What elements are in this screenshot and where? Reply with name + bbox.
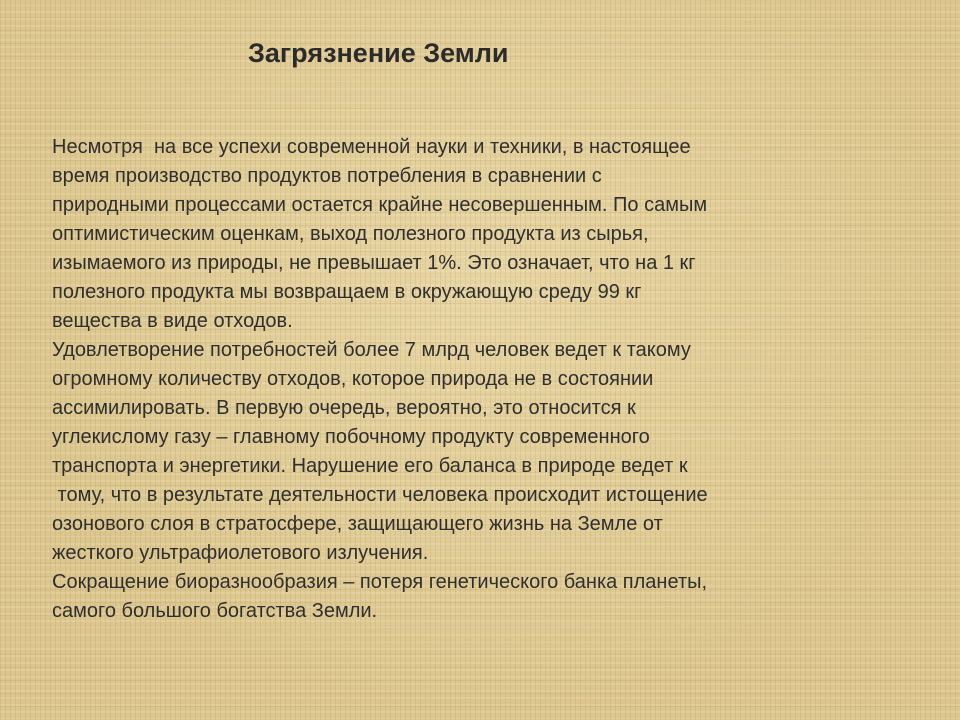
slide-title: Загрязнение Земли	[248, 38, 509, 68]
body-line: тому, что в результате деятельности человека происходит истощение	[52, 484, 708, 506]
body-line: вещества в виде отходов.	[52, 310, 293, 332]
body-line: полезного продукта мы возвращаем в окружающую среду 99 кг	[52, 281, 642, 303]
body-line: огромному количеству отходов, которое природа не в состоянии	[52, 368, 654, 390]
body-line: природными процессами остается крайне несовершенным. По самым	[52, 194, 708, 216]
body-line: изымаемого из природы, не превышает 1%. Это означает, что на 1 кг	[52, 252, 696, 274]
body-line: углекислому газу – главному побочному продукту современного	[52, 426, 650, 448]
body-line: озонового слоя в стратосфере, защищающего жизнь на Земле от	[52, 513, 663, 535]
body-line: время производство продуктов потребления в сравнении с	[52, 165, 602, 187]
body-line: Несмотря на все успехи современной науки и техники, в настоящее	[52, 136, 691, 158]
body-line: самого большого богатства Земли.	[52, 600, 378, 622]
body-line: транспорта и энергетики. Нарушение его баланса в природе ведет к	[52, 455, 688, 477]
body-line: ассимилировать. В первую очередь, вероятно, это относится к	[52, 397, 636, 419]
slide-body	[52, 133, 892, 626]
body-line: жесткого ультрафиолетового излучения.	[52, 542, 429, 564]
body-line: оптимистическим оценкам, выход полезного продукта из сырья,	[52, 223, 649, 245]
body-line: Удовлетворение потребностей более 7 млрд человек ведет к такому	[52, 339, 691, 361]
body-line: Сокращение биоразнообразия – потеря генетического банка планеты,	[52, 571, 708, 593]
